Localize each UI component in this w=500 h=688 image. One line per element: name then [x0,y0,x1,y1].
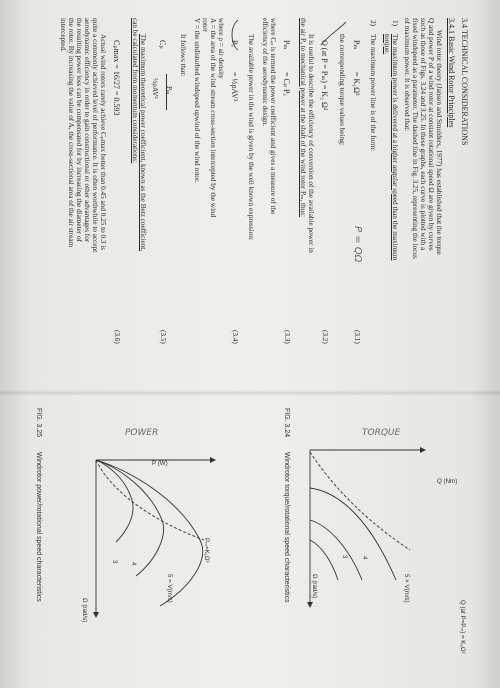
fig325-handwritten-title: POWER [125,428,159,438]
point-1-line-2: torque. [383,34,391,55]
fig325-x-label: Ω (rad/s) [81,598,88,623]
eq32-number: (3.2) [321,330,329,344]
eq31-rhs: = K₁Ω³ [352,72,361,96]
fig325-curve-1 [96,460,203,606]
point-1-number: 1) [391,20,399,26]
fig324-y-label: Q (Nm) [437,478,458,485]
point-2-line-1: The maximum power line is of the form: [369,34,377,152]
fig325-y-label: P (W) [152,460,168,467]
eq35-numerator: Pₘ [165,86,173,95]
fig325-curve-2 [96,460,164,576]
closing-line-3: aerodynamic efficiency in order to gain constructional or other advantages for [83,18,91,243]
eq32-text: Q (at P = Pₘ) = K₂ Ω² [320,40,329,111]
intro-line-5: of maximum power. It is observed that: [403,18,411,132]
page-fold [0,390,500,396]
fig324-x-label: Ω (rad/s) [311,574,318,599]
fig324-caption-number: FIG. 3.24 [283,408,290,438]
fig324-handwritten-title: TORQUE [362,428,401,438]
eq35-fraction-bar [166,74,167,110]
betz-line-1: The maximum theoretical power coefficient, known as the Betz coefficient, [139,34,147,252]
eq35-denominator: ½ρAV³ [151,78,159,99]
cp-line-2: efficiency of the aerodynamic design. [261,18,269,127]
fig325-locus [96,460,204,540]
fig325-caption-text: Windrotor power/rotational speed characteristics [35,452,42,602]
fig324-curve-label-3: 3 [341,555,348,559]
fig324-curve-1 [310,488,396,580]
eq35-lhs: Cₚ [158,40,167,49]
intro-line-4: fixed windspeed as a parameter. The dashed line in Fig. 3.25, representing the locus [411,18,419,259]
fig324-y-arrow [420,447,426,453]
eq31-number: (3.1) [353,330,361,344]
fig324-curve-label-4: 4 [361,556,368,560]
fig324-plot [300,430,450,610]
fig324-caption-text: Windrotor torque/rotational speed characteristics [283,452,290,603]
point-1-line-1: The maximum power is delivered at a higher angular speed than the maximum [391,34,399,261]
intro-line-3: such as those of Figs. 3.24 and 3.25. In these graphs, each curve is plotted with a [419,18,427,251]
betz-line-2: can be calculated from momentum considerations: [131,18,139,164]
point-2-number: 2) [369,20,377,26]
fig324-locus-label: Q (at P=Pₘ) = K₂Ω² [459,600,466,654]
fig325-plot [70,440,250,623]
eq34-rhs: = ½ρAV³ [230,72,239,102]
closing-line-1: Actual wind rotors rarely achieve Cₚmax better than 0.45 and 0.25 to 0.3 is [99,34,107,251]
closing-line-5: the rotor. By increasing the value of A, the cross-sectional area of the air stream [67,18,75,248]
fig325-y-arrow [210,457,216,463]
section-subheading: 3.4.1 Basic Wind Rotor Principles [447,18,456,128]
fig324-param-label: 5 × V(m/s) [403,574,410,603]
eq34-number: (3.4) [231,330,239,344]
intro-line-1: Wind rotor theory (Jansen and Smulders, 1977) has established that the torque [435,30,443,255]
efficiency-line-1: It is useful to describe the efficiency of conversion of the available power in [307,34,315,253]
fig325-curve-label-3: 3 [111,560,118,564]
fig325-curve-3 [96,460,133,542]
cp-line-1: where Cₚ is termed the power coefficient and gives a measure of the [269,18,277,215]
where-line-2: A = the area of the wind stream cross-section intercepted by the wind [209,18,217,218]
eq36-text: Cₚmax = 16/27 = 0.593 [112,40,121,116]
fig324-x-arrow [307,602,313,608]
fig325-caption-number: FIG. 3.25 [35,408,42,438]
eq35-number: (3.5) [159,330,167,344]
fig325-param-label: 5 = V(m/s) [166,574,173,603]
available-power-text: The available power in the wind is given by the well known expression: [247,34,255,241]
closing-line-4: the resulting power loss can be compensated for by increasing the diameter of [75,18,83,242]
eq33-rhs: = Cₚ Pₐ [282,72,291,96]
fig324-curve-2 [310,520,362,580]
eq34-lhs: Pₐ [230,40,239,47]
eq36-number: (3.6) [113,330,121,344]
eq33-number: (3.3) [283,330,291,344]
efficiency-line-2: the air Pₐ to mechanical power at the shaft of the wind rotor Pₘ, thus: [299,18,307,217]
closing-line-6: intercepted. [59,18,67,52]
fig325-locus-label: Pₘ=K₁Ω³ [203,538,210,563]
handwritten-note: P = QΩ [352,226,363,263]
where-line-1: where ρ = air density [217,18,225,79]
fig324-locus [310,452,410,550]
intro-line-2: Q and power P of a wind rotor at constant rotational speed Ω are given by curves [427,18,435,251]
margin-bracket-2 [226,18,242,52]
closing-line-2: quite a commonly achieved level of performance. It is often worthwhile to accept [91,18,99,253]
follows-text: It follows that: [179,34,187,77]
eq31-lhs: Pₘ [352,40,361,50]
eq33-lhs: Pₘ [282,40,291,50]
where-line-4: V = the undisturbed windspeed upwind of the wind rotor. [193,18,201,183]
fig325-curve-label-4: 4 [130,562,137,566]
where-line-3: rotor [201,18,209,32]
torque-intro: the corresponding torque values being: [338,34,346,146]
fig325-x-arrow [93,612,99,618]
section-heading: 3.4 TECHNICAL CONSIDERATIONS [460,18,469,146]
